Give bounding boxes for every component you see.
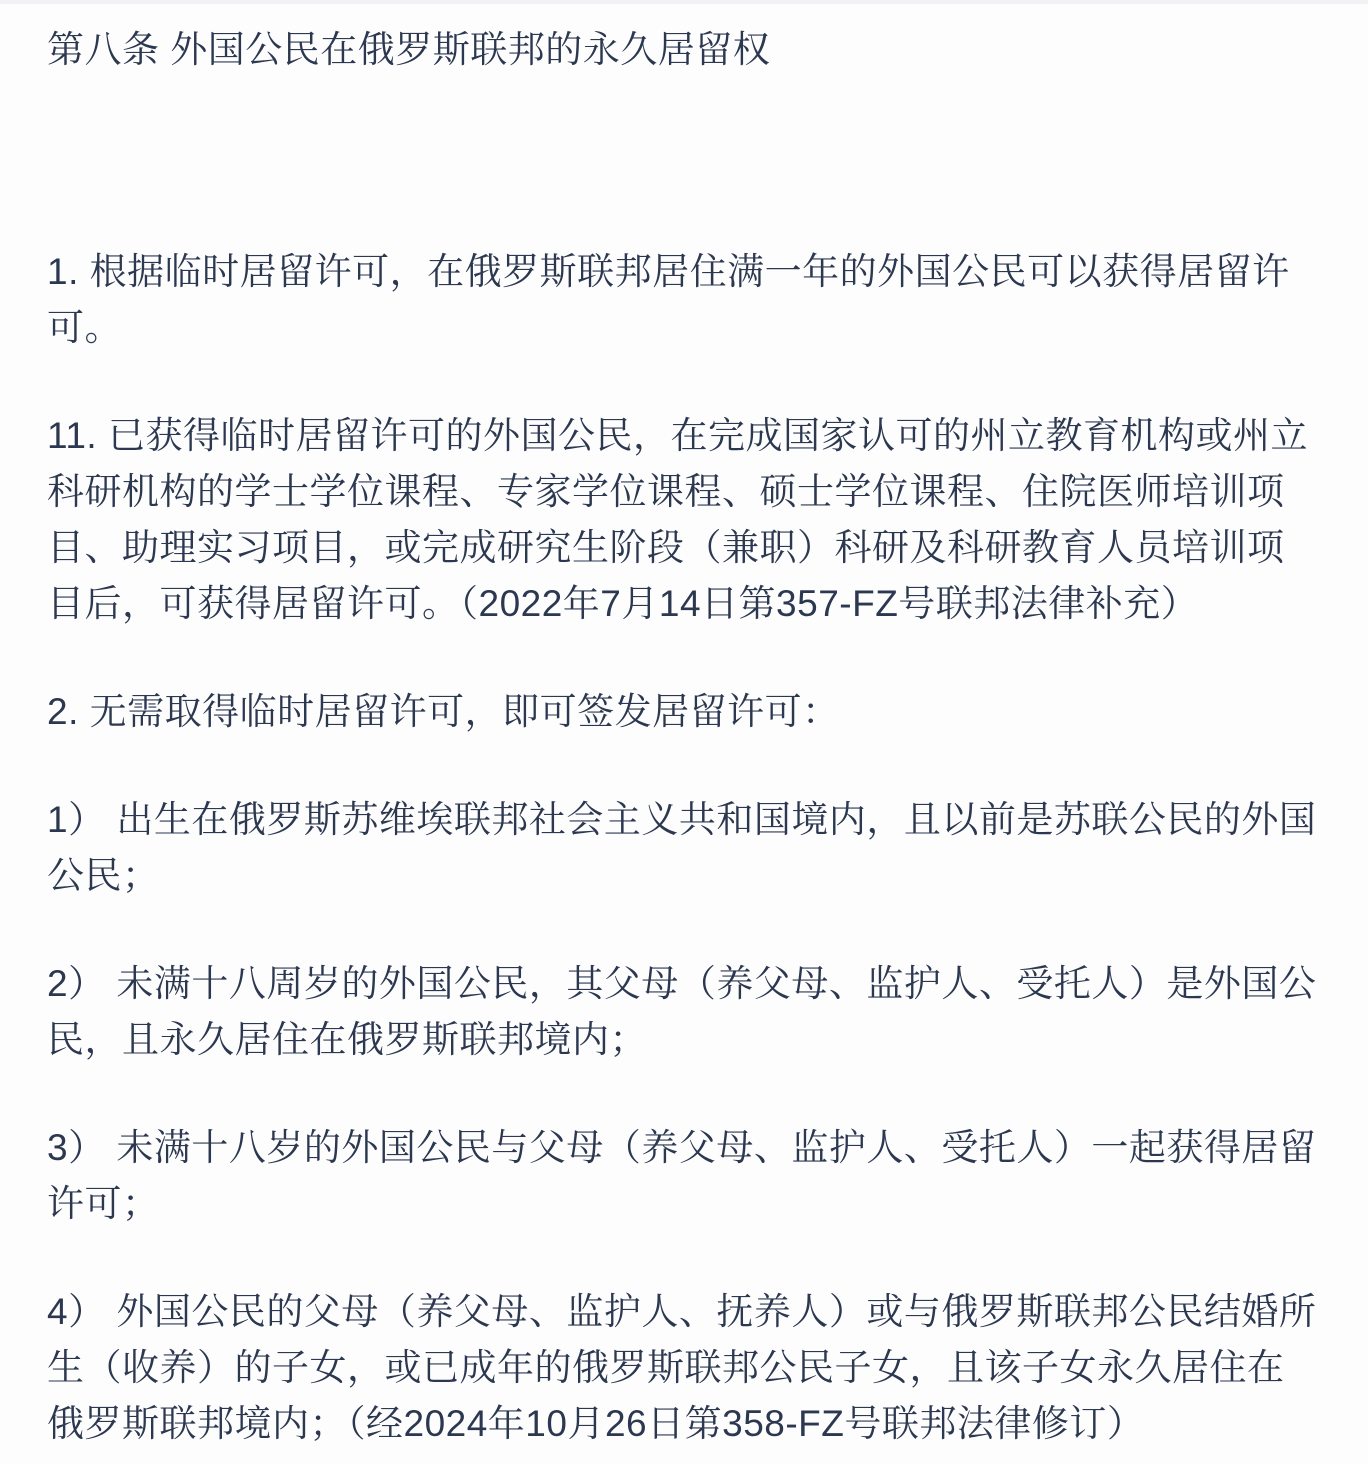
paragraph-item-1: 1） 出生在俄罗斯苏维埃联邦社会主义共和国境内，且以前是苏联公民的外国公民； (47, 799, 1317, 896)
paragraph-clause-1-1: 11. 已获得临时居留许可的外国公民，在完成国家认可的州立教育机构或州立科研机构的学士学位课程、专家学位课程、硕士学位课程、住院医师培训项目、助理实习项目，或完成研究生阶段（兼职）科研及科研教育人员培训项目后，可获得居留许可。（2022年7月14日第357-FZ号联邦法律补充） (47, 415, 1308, 624)
paragraph-item-2: 2） 未满十八周岁的外国公民，其父母（养父母、监护人、受托人）是外国公民，且永久居住在俄罗斯联邦境内； (47, 963, 1317, 1060)
paragraph-item-4: 4） 外国公民的父母（养父母、监护人、抚养人）或与俄罗斯联邦公民结婚所生（收养）的子女，或已成年的俄罗斯联邦公民子女，且该子女永久居住在俄罗斯联邦境内；（经2024年10月26日第358-FZ号联邦法律修订） (47, 1291, 1317, 1444)
law-article-document (0, 4, 1368, 1464)
paragraph-clause-1: 1. 根据临时居留许可，在俄罗斯联邦居住满一年的外国公民可以获得居留许可。 (47, 251, 1290, 348)
paragraph-clause-2: 2. 无需取得临时居留许可，即可签发居留许可： (47, 691, 840, 732)
article-title: 第八条 外国公民在俄罗斯联邦的永久居留权 (47, 29, 771, 70)
paragraph-item-3: 3） 未满十八岁的外国公民与父母（养父母、监护人、受托人）一起获得居留许可； (47, 1127, 1317, 1224)
